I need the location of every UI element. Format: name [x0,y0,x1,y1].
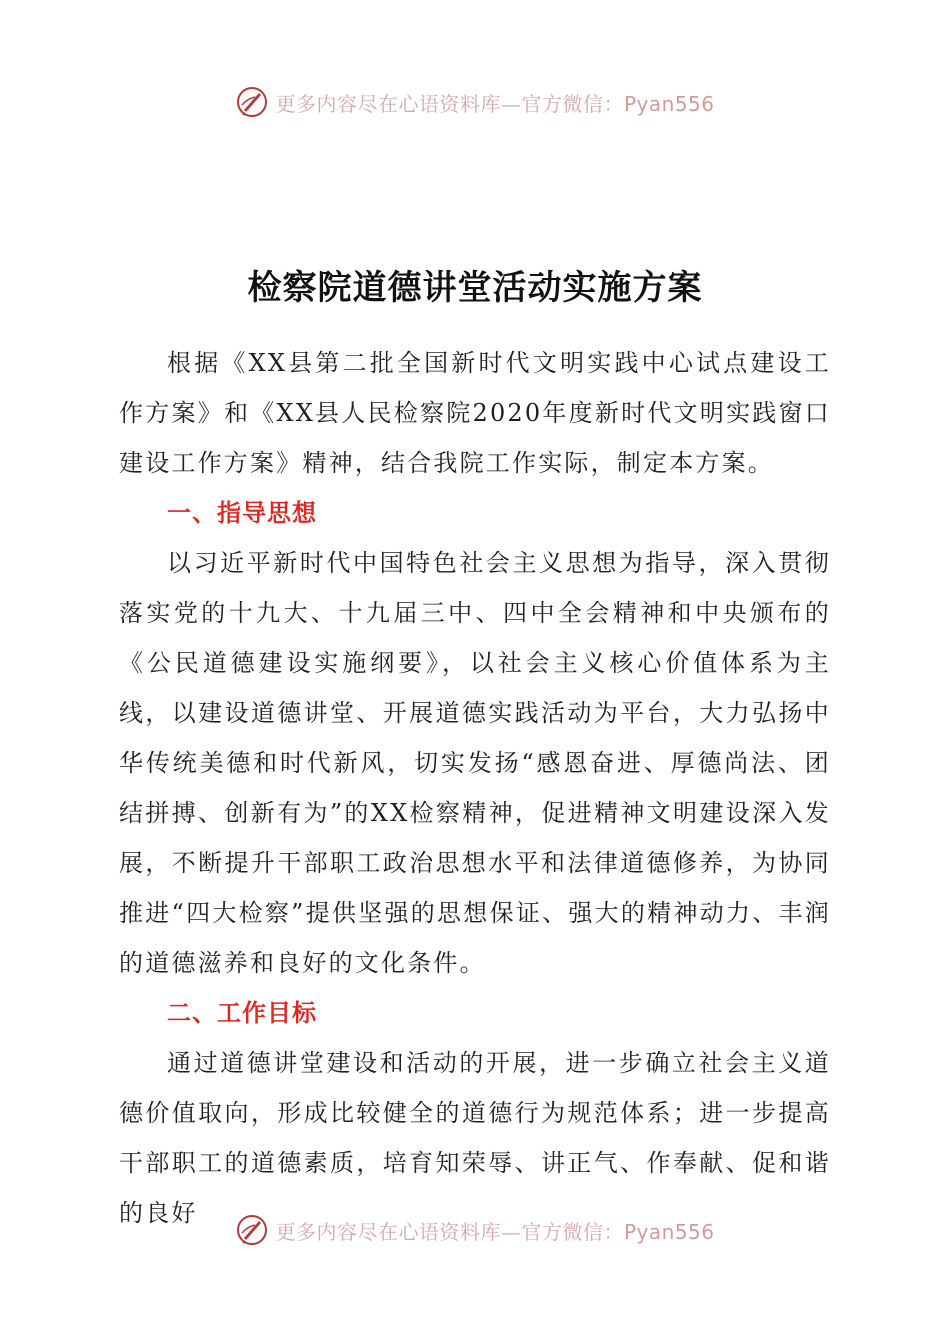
quill-logo-icon [235,85,269,119]
watermark-footer [0,1210,950,1250]
watermark-header [0,82,950,122]
section-body-work-goals: 通过道德讲堂建设和活动的开展，进一步确立社会主义道德价值取向，形成比较健全的道德行为规范体系；进一步提高干部职工的道德素质，培育知荣辱、讲正气、作奉献、促和谐的良好 [119,1049,831,1227]
section-heading-guiding-ideology: 一、指导思想 [167,499,317,527]
watermark-wechat-id: Pyan556 [623,91,715,116]
quill-logo-icon [235,1213,269,1247]
section-heading-work-goals: 二、工作目标 [167,999,317,1027]
watermark-wechat-id: Pyan556 [623,1219,715,1244]
section-body-guiding-ideology: 以习近平新时代中国特色社会主义思想为指导，深入贯彻落实党的十九大、十九届三中、四中全会精神和中央颁布的《公民道德建设实施纲要》，以社会主义核心价值体系为主线，以建设道德讲堂、开展道德实践活动为平台，大力弘扬中华传统美德和时代新风，切实发扬“感恩奋进、厚德尚法、团结拼搏、创新有为”的XX检察精神，促进精神文明建设深入发展，不断提升干部职工政治思想水平和法律道德修养，为协同推进“四大检察”提供坚强的思想保证、强大的精神动力、丰润的道德滋养和良好的文化条件。 [119,549,831,977]
intro-paragraph: 根据《XX县第二批全国新时代文明实践中心试点建设工作方案》和《XX县人民检察院2020年度新时代文明实践窗口建设工作方案》精神，结合我院工作实际，制定本方案。 [119,349,831,477]
watermark-text: 更多内容尽在心语资料库—官方微信：Pyan556 [275,91,715,116]
document-title: 检察院道德讲堂活动实施方案 [247,268,703,308]
watermark-text: 更多内容尽在心语资料库—官方微信：Pyan556 [275,1219,715,1244]
document-body [119,338,831,1238]
